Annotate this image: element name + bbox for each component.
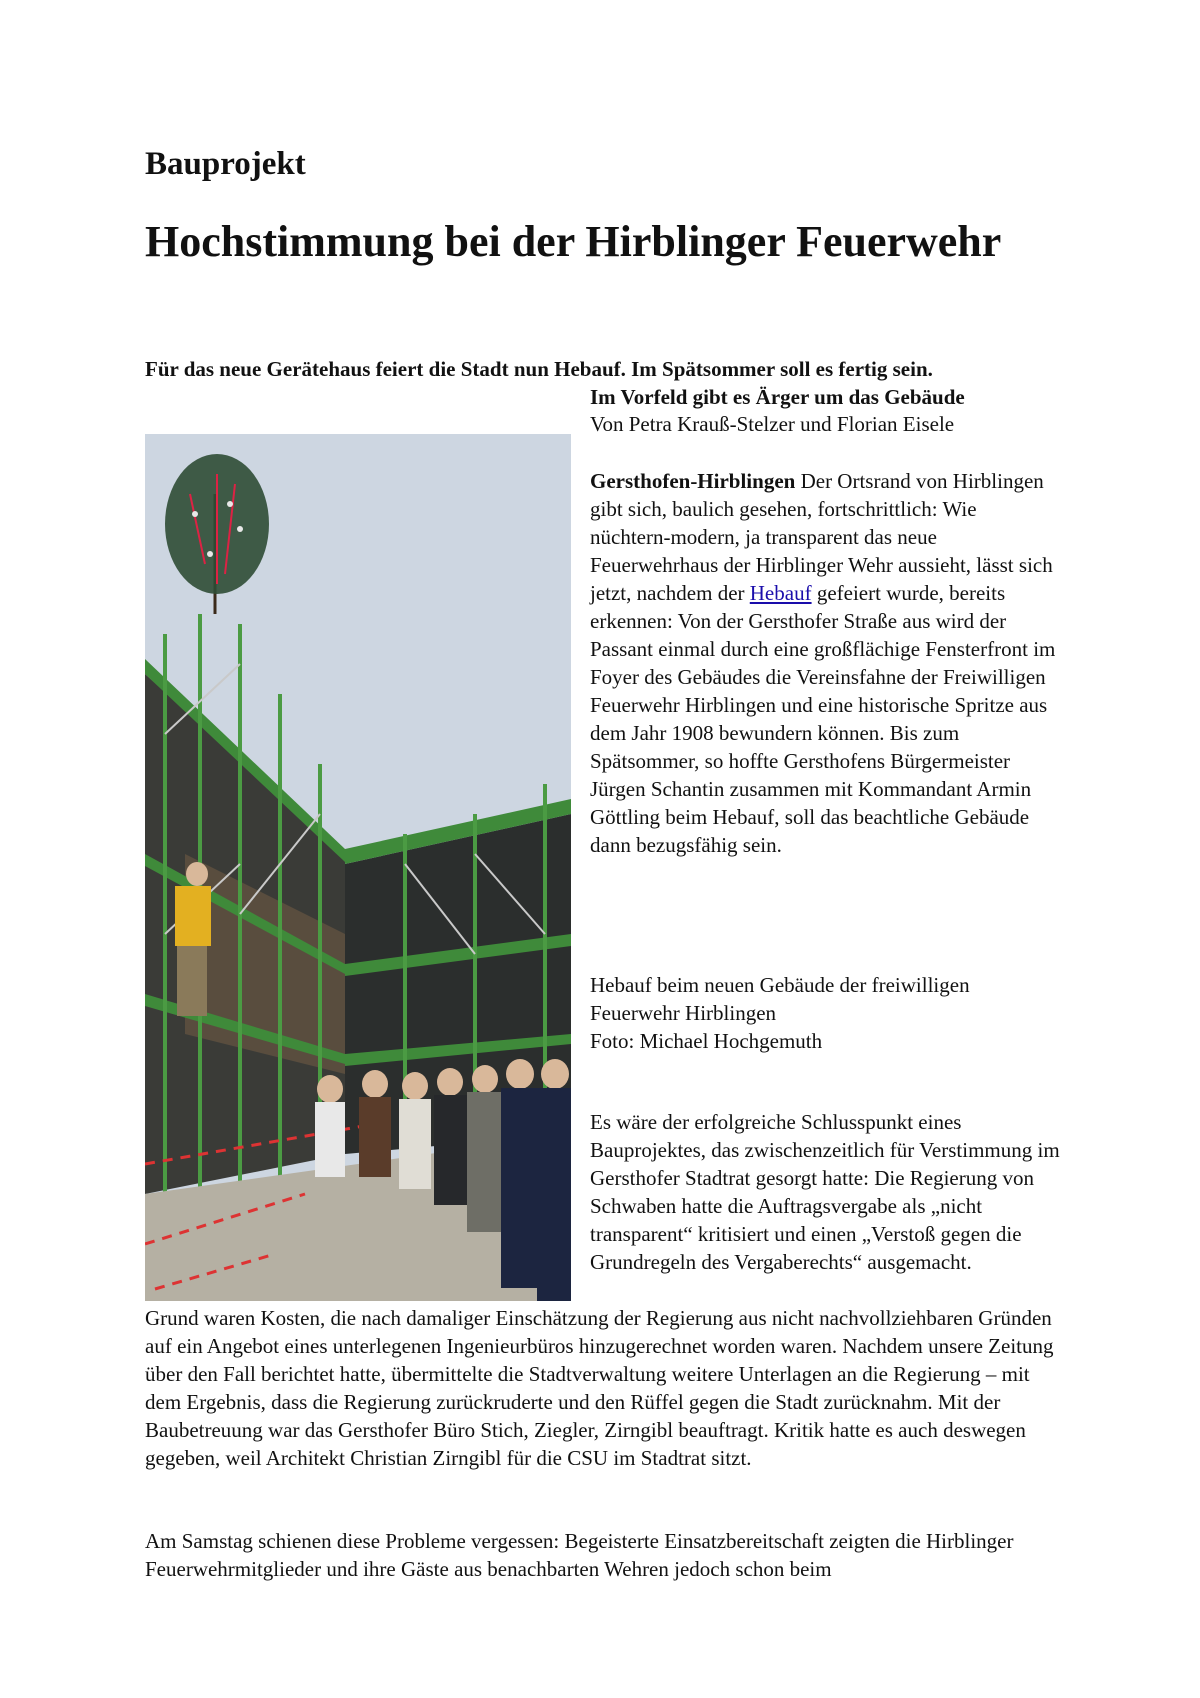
paragraph-2-full: Grund waren Kosten, die nach damaliger Einschätzung der Regierung aus nicht nachvollziehbaren Gründen auf ein Angebot eines unterlegenen Ingenieurbüros hinzugerechnet worden waren. Nachdem unsere Zeitung über den Fall berichtet hatte, übermittelte die Stadtverwaltung weitere Unterlagen an die Regierung – mit dem Ergebnis, dass die Regierung zurückruderte und den Rüffel gegen die Stadt zurücknahm. Mit der Baubetreuung war das Gersthofer Büro Stich, Ziegler, Zirngibl beauftragt. Kritik hatte es auch deswegen gegeben, weil Architekt Christian Zirngibl für die CSU im Stadtrat sitzt. <box>145 1306 1054 1470</box>
article-byline: Von Petra Krauß-Stelzer und Florian Eisele <box>590 412 955 436</box>
article-kicker: Bauprojekt <box>145 146 306 182</box>
scaffold-photo <box>145 434 571 1301</box>
caption-line-2: Feuerwehr Hirblingen <box>590 1001 777 1025</box>
paragraph-3: Am Samstag schienen diese Probleme vergessen: Begeisterte Einsatzbereitschaft zeigten die Hirblinger Feuerwehrmitglieder und ihre Gäste aus benachbarten Wehren jedoch schon beim <box>145 1529 1014 1581</box>
caption-line-1: Hebauf beim neuen Gebäude der freiwilligen <box>590 973 970 997</box>
article-headline: Hochstimmung bei der Hirblinger Feuerwehr <box>145 217 1002 266</box>
paragraph-2-right: Es wäre der erfolgreiche Schlusspunkt eines Bauprojektes, das zwischenzeitlich für Verstimmung im Gersthofer Stadtrat gesorgt hatte: Die Regierung von Schwaben hatte die Auftragsvergabe als „nicht transparent“ kritisiert und einen „Verstoß gegen die Grundregeln des Vergaberechts“ ausgemacht. <box>590 1110 1060 1274</box>
dateline: Gersthofen-Hirblingen <box>590 469 796 493</box>
lead-text-end: gefeiert wurde, bereits erkennen: Von der Gersthofer Straße aus wird der Passant einmal durch eine großflächige Fensterfront im Foyer des Gebäudes die Vereinsfahne der Freiwilligen Feuerwehr Hirblingen und eine historische Spritze aus dem Jahr 1908 bewundern können. Bis zum Spätsommer, so hoffte Gersthofens Bürgermeister Jürgen Schantin zusammen mit Kommandant Armin Göttling beim Hebauf, soll das beachtliche Gebäude dann bezugsfähig sein. <box>590 581 1056 857</box>
lead-text-start: Der Ortsrand von Hirblingen gibt sich, baulich gesehen, fortschrittlich: Wie nüchtern-modern, ja transparent das neue Feuerwehrhaus der Hirblinger Wehr aussieht, lässt sich jetzt, nachdem der <box>590 469 1053 605</box>
photo-worker <box>175 886 211 946</box>
photo-caption <box>590 971 1060 1055</box>
lead-paragraph <box>590 467 1060 859</box>
caption-credit: Foto: Michael Hochgemuth <box>590 1029 823 1053</box>
hebauf-link[interactable]: Hebauf <box>749 581 812 605</box>
article-subline: Für das neue Gerätehaus feiert die Stadt nun Hebauf. Im Spätsommer soll es fertig sein. <box>145 357 933 381</box>
article-subline-continued: Im Vorfeld gibt es Ärger um das Gebäude <box>590 385 965 409</box>
